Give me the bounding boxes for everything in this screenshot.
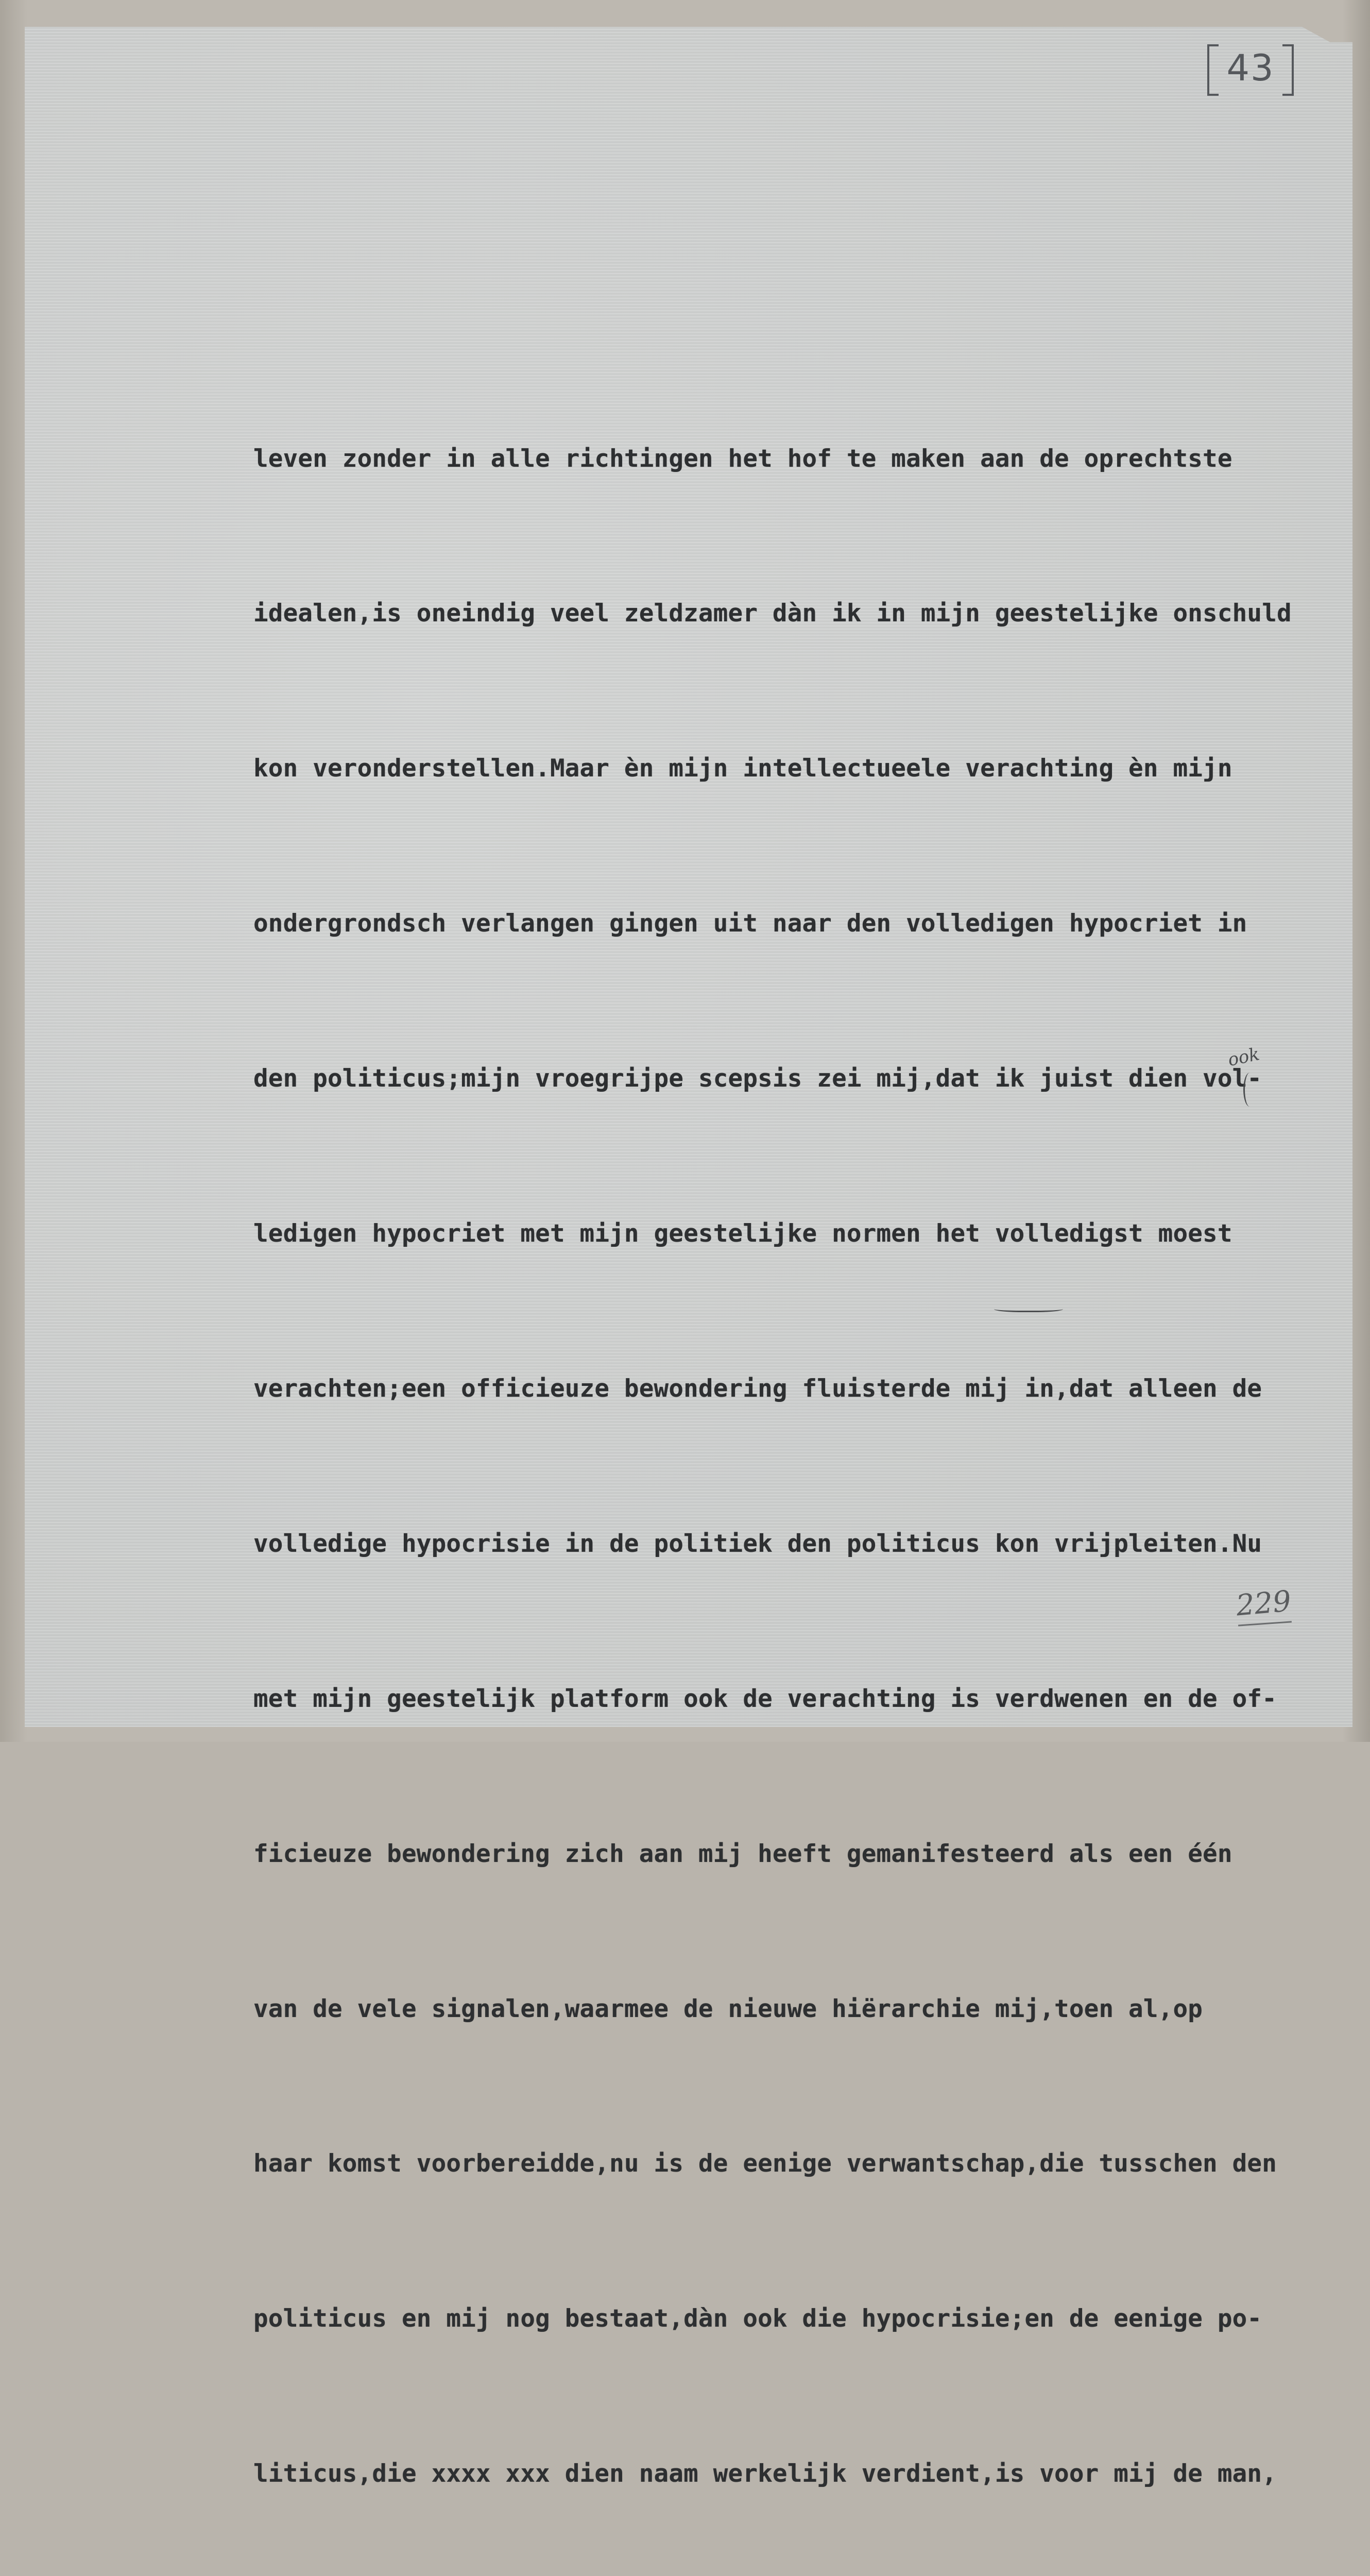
text-line: van de vele signalen,waarmee de nieuwe hiërarchie mij,toen al,op xyxy=(253,1994,1203,2023)
text-line: ondergrondsch verlangen gingen uit naar den volledigen hypocriet in xyxy=(253,909,1247,938)
handwritten-underline xyxy=(994,1304,1063,1312)
typescript-body xyxy=(253,330,1356,2576)
text-line: ficieuze bewondering zich aan mij heeft gemanifesteerd als een één xyxy=(253,1839,1232,1868)
text-line: politicus en mij nog bestaat,dàn ook die hypocrisie;en de eenige po- xyxy=(253,2304,1262,2333)
text-line: kon veronderstellen.Maar èn mijn intellectueele verachting èn mijn xyxy=(253,754,1232,783)
folio-number: 229 xyxy=(1235,1584,1293,1623)
text-line: den politicus;mijn vroegrijpe scepsis zei mij,dat ik juist dien vol- xyxy=(253,1064,1262,1093)
text-line: liticus,die xxxx xxx dien naam werkelijk verdient,is voor mij de man, xyxy=(253,2460,1277,2488)
text-line: verachten;een officieuze bewondering fluisterde mij in,dat alleen de xyxy=(253,1374,1262,1403)
handwritten-insertion: ook xyxy=(1226,1044,1262,1071)
text-line: volledige hypocrisie in de politiek den politicus kon vrijpleiten.Nu xyxy=(253,1529,1262,1558)
insertion-mark xyxy=(1243,1073,1256,1107)
text-line: ledigen hypocriet met mijn geestelijke normen het volledigst moest xyxy=(253,1219,1232,1248)
text-line: leven zonder in alle richtingen het hof te maken aan de oprechtste xyxy=(253,444,1232,473)
text-line: idealen,is oneindig veel zeldzamer dàn ik in mijn geestelijke onschuld xyxy=(253,599,1292,628)
text-line: met mijn geestelijk platform ook de verachting is verdwenen en de of- xyxy=(253,1684,1277,1713)
text-line: haar komst voorbereidde,nu is de eenige verwantschap,die tusschen den xyxy=(253,2149,1277,2178)
archive-page-number: 43 xyxy=(1207,44,1294,92)
